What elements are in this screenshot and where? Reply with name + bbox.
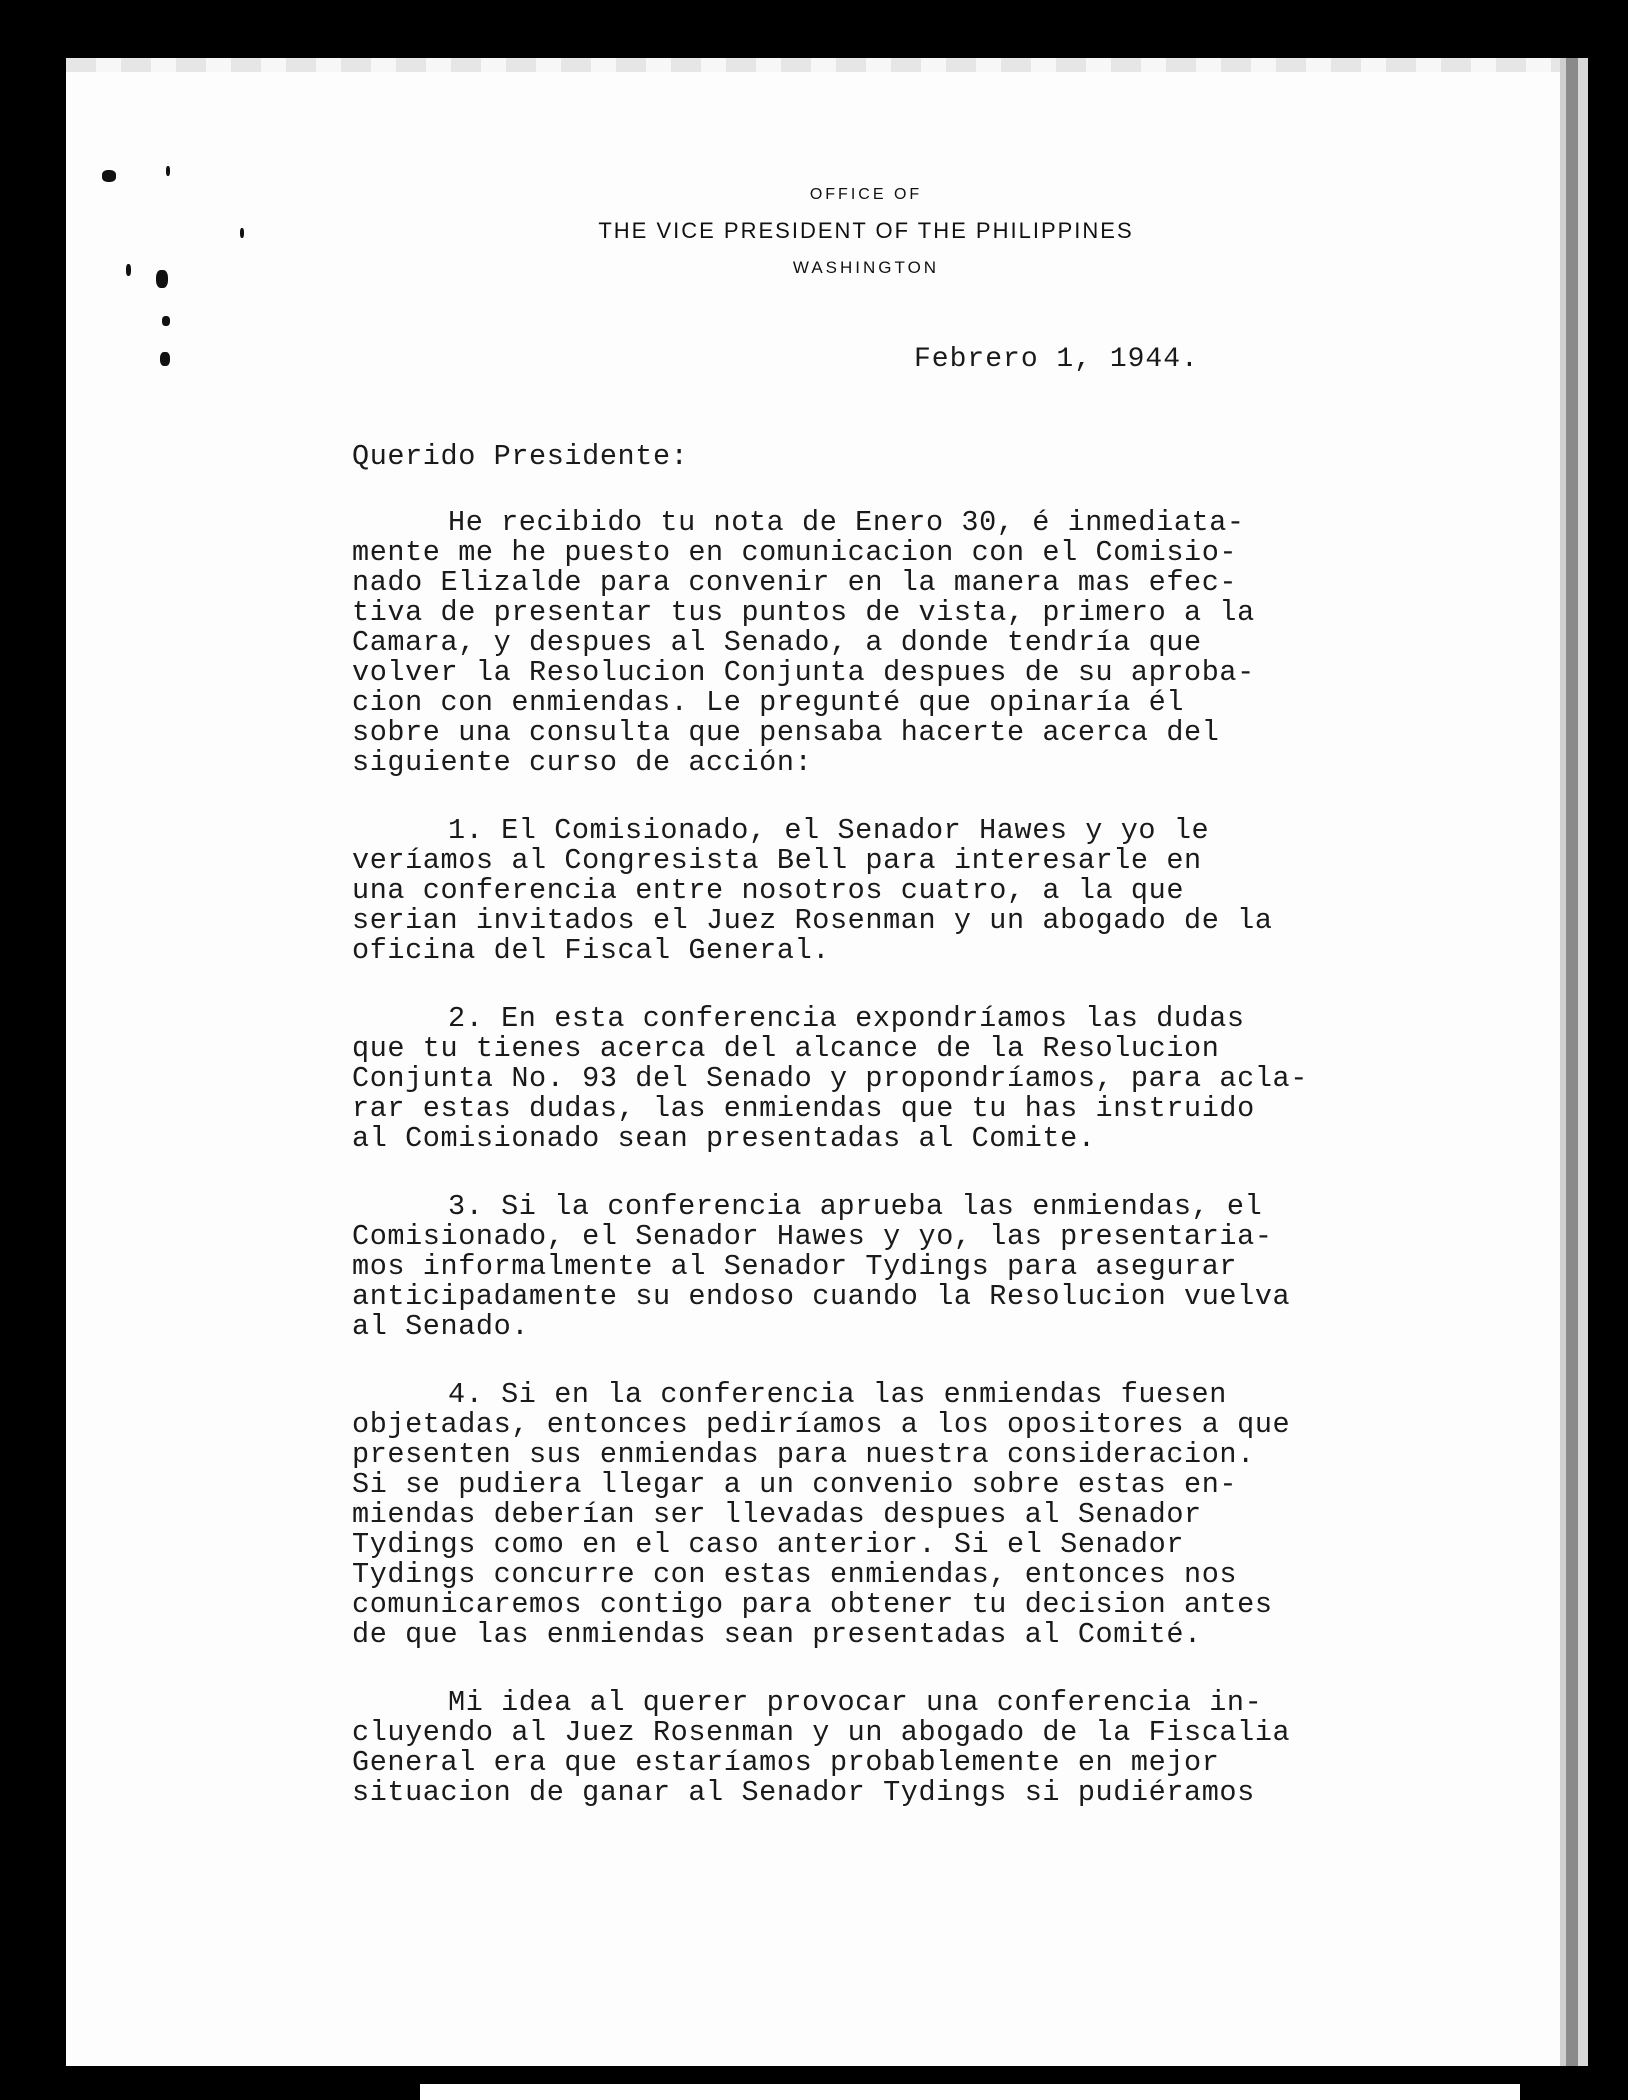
paragraph-item-2 bbox=[352, 1004, 1472, 1154]
salutation: Querido Presidente: bbox=[352, 440, 689, 473]
body-line: al Comisionado sean presentadas al Comite. bbox=[352, 1122, 1096, 1155]
paragraph-closing bbox=[352, 1688, 1472, 1808]
body-line: Conjunta No. 93 del Senado y propondríamos, para acla- bbox=[352, 1062, 1308, 1095]
paragraph-item-4 bbox=[352, 1380, 1472, 1650]
body-line: General era que estaríamos probablemente en mejor bbox=[352, 1746, 1220, 1779]
body-line: comunicaremos contigo para obtener tu decision antes bbox=[352, 1588, 1273, 1621]
body-line: objetadas, entonces pediríamos a los opositores a que bbox=[352, 1408, 1291, 1441]
letter-page bbox=[66, 58, 1566, 2066]
ink-smudge bbox=[162, 316, 170, 326]
paragraph-item-1 bbox=[352, 816, 1472, 966]
body-line: de que las enmiendas sean presentadas al Comité. bbox=[352, 1618, 1202, 1651]
ink-smudge bbox=[166, 166, 170, 176]
letter-body bbox=[352, 442, 1472, 1846]
letterhead-title: THE VICE PRESIDENT OF THE PHILIPPINES bbox=[598, 218, 1134, 243]
ink-smudge bbox=[126, 264, 131, 276]
page-top-edge bbox=[66, 58, 1560, 72]
body-line: He recibido tu nota de Enero 30, é inmediata- bbox=[448, 506, 1245, 539]
ink-smudge bbox=[156, 270, 168, 288]
body-line: oficina del Fiscal General. bbox=[352, 934, 830, 967]
ink-smudge bbox=[240, 228, 244, 238]
body-line: tiva de presentar tus puntos de vista, primero a la bbox=[352, 596, 1255, 629]
paragraph-intro bbox=[352, 508, 1472, 778]
body-line: mente me he puesto en comunicacion con el Comisio- bbox=[352, 536, 1238, 569]
body-line: Mi idea al querer provocar una conferencia in- bbox=[448, 1686, 1263, 1719]
body-line: sobre una consulta que pensaba hacerte acerca del bbox=[352, 716, 1220, 749]
body-line: situacion de ganar al Senador Tydings si pudiéramos bbox=[352, 1776, 1255, 1809]
scan-bottom-edge bbox=[420, 2084, 1520, 2100]
letter-date: Febrero 1, 1944. bbox=[914, 344, 1199, 375]
body-line: presenten sus enmiendas para nuestra consideracion. bbox=[352, 1438, 1255, 1471]
letterhead-city: WASHINGTON bbox=[792, 258, 940, 277]
letterhead-office: OFFICE OF bbox=[809, 186, 923, 203]
body-line: Si se pudiera llegar a un convenio sobre estas en- bbox=[352, 1468, 1238, 1501]
body-line: 4. Si en la conferencia las enmiendas fuesen bbox=[448, 1378, 1227, 1411]
body-line: veríamos al Congresista Bell para interesarle en bbox=[352, 844, 1202, 877]
body-line: siguiente curso de acción: bbox=[352, 746, 813, 779]
body-line: 2. En esta conferencia expondríamos las dudas bbox=[448, 1002, 1245, 1035]
body-line: Comisionado, el Senador Hawes y yo, las presentaria- bbox=[352, 1220, 1273, 1253]
body-line: anticipadamente su endoso cuando la Resolucion vuelva bbox=[352, 1280, 1291, 1313]
body-line: miendas deberían ser llevadas despues al Senador bbox=[352, 1498, 1202, 1531]
body-line: nado Elizalde para convenir en la manera mas efec- bbox=[352, 566, 1238, 599]
body-line: Tydings concurre con estas enmiendas, entonces nos bbox=[352, 1558, 1238, 1591]
body-line: una conferencia entre nosotros cuatro, a la que bbox=[352, 874, 1185, 907]
body-line: 3. Si la conferencia aprueba las enmiendas, el bbox=[448, 1190, 1263, 1223]
body-line: cion con enmiendas. Le pregunté que opinaría él bbox=[352, 686, 1185, 719]
paragraph-item-3 bbox=[352, 1192, 1472, 1342]
body-line: mos informalmente al Senador Tydings para asegurar bbox=[352, 1250, 1238, 1283]
body-line: al Senado. bbox=[352, 1310, 530, 1343]
body-line: Tydings como en el caso anterior. Si el Senador bbox=[352, 1528, 1185, 1561]
body-line: volver la Resolucion Conjunta despues de su aproba- bbox=[352, 656, 1255, 689]
body-line: que tu tienes acerca del alcance de la Resolucion bbox=[352, 1032, 1220, 1065]
body-line: Camara, y despues al Senado, a donde tendría que bbox=[352, 626, 1202, 659]
ink-smudge bbox=[102, 170, 116, 182]
body-line: 1. El Comisionado, el Senador Hawes y yo le bbox=[448, 814, 1210, 847]
body-line: rar estas dudas, las enmiendas que tu has instruido bbox=[352, 1092, 1255, 1125]
letterhead bbox=[366, 186, 1366, 278]
ink-smudge bbox=[160, 352, 170, 366]
body-line: cluyendo al Juez Rosenman y un abogado de la Fiscalia bbox=[352, 1716, 1291, 1749]
body-line: serian invitados el Juez Rosenman y un abogado de la bbox=[352, 904, 1273, 937]
